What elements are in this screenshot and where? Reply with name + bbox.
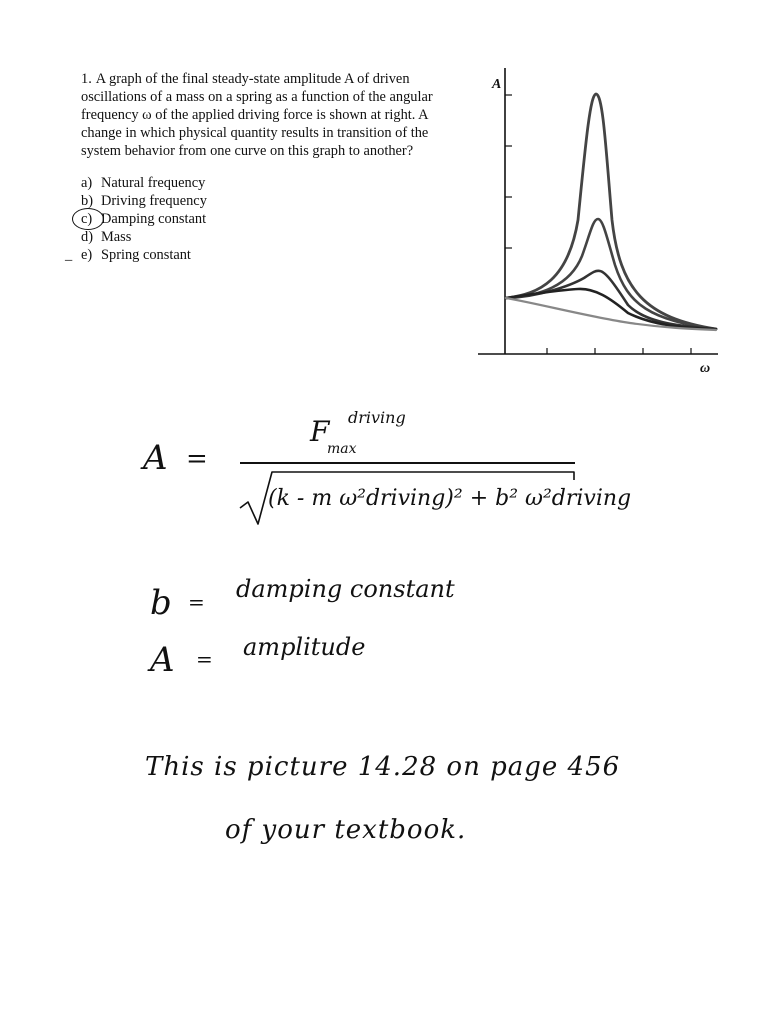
resonance-graph (470, 60, 730, 380)
option-b (81, 192, 471, 210)
definition-b-equals: = (188, 590, 205, 614)
definition-a-symbol: A (150, 640, 175, 680)
option-letter: e) (81, 247, 93, 263)
option-letter: d) (81, 229, 93, 245)
question-prompt: A graph of the final steady-state amplitude A of driven oscillations of a mass on a spring as a function of the angular frequency ω of the applied driving force is shown at right. A change in which physical quantity results in transition of the system behavior from one curve on this graph to another? (81, 71, 433, 159)
handwritten-note-line-1: This is picture 14.28 on page 456 (145, 752, 621, 782)
formula-lhs: A (143, 438, 168, 478)
question-text (81, 70, 471, 160)
option-text: Spring constant (101, 247, 191, 263)
option-a (81, 174, 471, 192)
y-ticks (505, 95, 512, 248)
formula-equals: = (186, 444, 208, 474)
option-text: Driving frequency (101, 193, 207, 209)
option-e (65, 246, 471, 264)
definition-b-symbol: b (150, 583, 172, 623)
option-text: Damping constant (101, 211, 207, 227)
handwritten-note-line-2: of your textbook. (225, 815, 467, 845)
x-axis-label: ω (700, 361, 711, 376)
definition-a-meaning: amplitude (243, 633, 366, 661)
numerator-superscript: driving (348, 408, 406, 427)
fraction-bar (240, 462, 575, 464)
y-axis-label: A (492, 77, 502, 92)
x-ticks (547, 348, 691, 354)
option-d (81, 228, 471, 246)
definition-a-equals: = (196, 647, 213, 671)
definition-b-meaning: damping constant (236, 575, 455, 603)
denominator-expression: (k - m ω²driving)² + b² ω²driving (268, 486, 632, 511)
option-letter: a) (81, 175, 93, 191)
question-number: 1. (81, 71, 92, 87)
option-c (81, 210, 471, 228)
answer-options (65, 174, 471, 264)
option-text: Mass (101, 229, 132, 245)
question-block (65, 70, 471, 264)
option-text: Natural frequency (101, 175, 206, 191)
numerator-subscript: max (327, 441, 357, 457)
option-letter: b) (81, 193, 93, 209)
margin-dash-mark: _ (65, 247, 73, 263)
curve-low-damping (506, 219, 716, 329)
option-letter: c) (81, 211, 93, 227)
resonance-curves (506, 94, 716, 330)
answer-circle-mark (72, 208, 104, 230)
numerator-force: F (310, 415, 330, 448)
